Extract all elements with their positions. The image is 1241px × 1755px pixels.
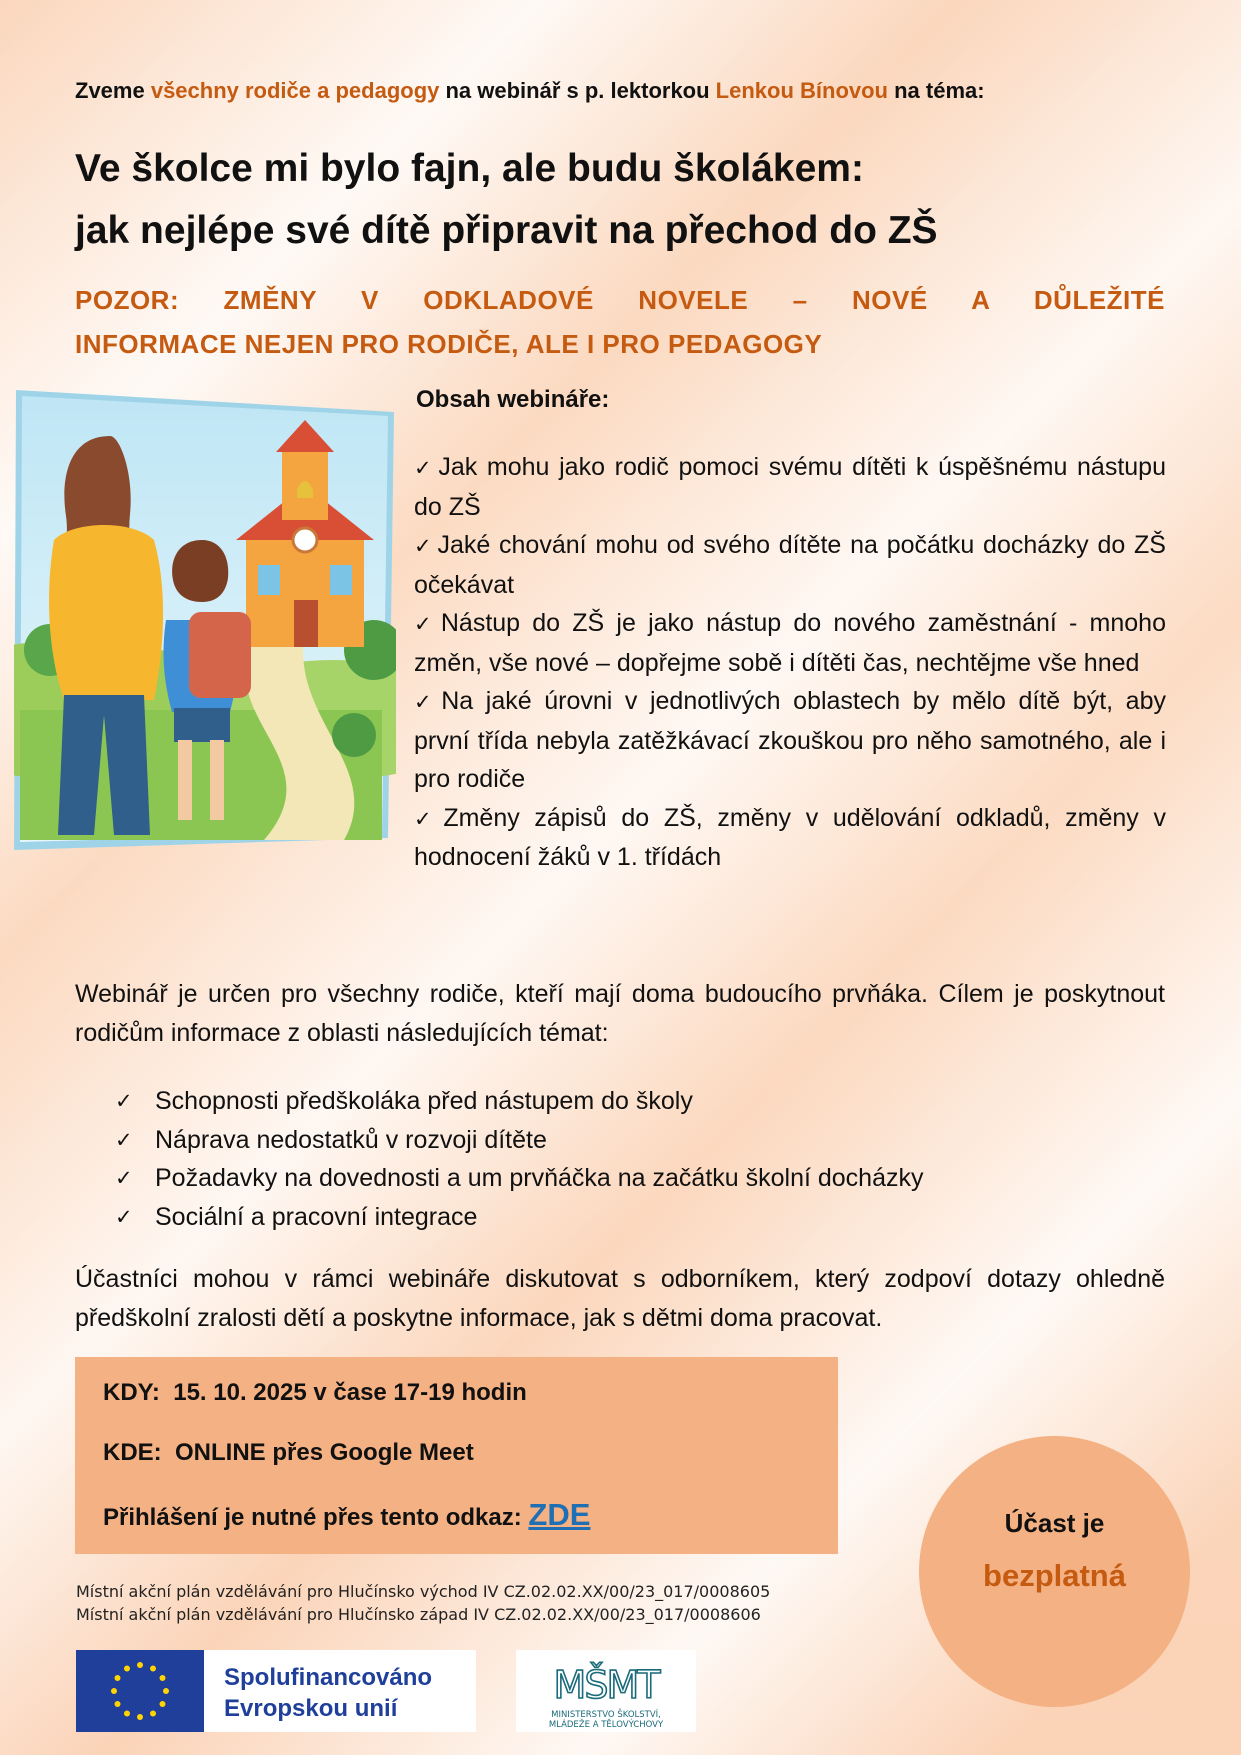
topic-item — [115, 1159, 1115, 1198]
msmt-logo — [516, 1650, 696, 1732]
list-item — [414, 604, 1166, 682]
list-item — [414, 448, 1166, 526]
list-item-text: Změny zápisů do ZŠ, změny v udělování odkladů, změny v hodnocení žáků v 1. třídách — [414, 803, 1166, 871]
content-heading: Obsah webináře: — [416, 386, 610, 413]
checkmark-icon: ✓ — [414, 456, 435, 480]
topic-text: Schopnosti předškoláka před nástupem do školy — [155, 1087, 693, 1115]
checkmark-icon: ✓ — [414, 534, 434, 558]
event-location — [103, 1439, 474, 1467]
free-badge-line-1: Účast je — [1004, 1508, 1105, 1538]
registration-link[interactable]: ZDE — [528, 1497, 591, 1532]
where-value: ONLINE přes Google Meet — [175, 1439, 474, 1466]
svg-text:MŠMT: MŠMT — [553, 1663, 659, 1707]
list-item-text: Jak mohu jako rodič pomoci svému dítěti k úspěšnému nástupu do ZŠ — [414, 453, 1166, 521]
eu-text-line-2: Evropskou unií — [224, 1695, 398, 1722]
when-value: 15. 10. 2025 v čase 17-19 hodin — [173, 1379, 527, 1406]
topic-text: Požadavky na dovednosti a um prvňáčka na začátku školní docházky — [155, 1164, 924, 1192]
eu-text-line-1: Spolufinancováno — [224, 1664, 433, 1691]
topic-item — [115, 1082, 1115, 1121]
invite-text: na webinář s p. lektorkou — [439, 78, 716, 103]
list-item — [414, 526, 1166, 604]
warning-line-1: POZOR: ZMĚNY V ODKLADOVÉ NOVELE – NOVÉ A DŮLEŽITÉ — [75, 285, 1165, 315]
warning-notice — [75, 278, 1165, 366]
where-label: KDE: — [103, 1439, 162, 1466]
msmt-caption — [516, 1710, 696, 1730]
list-item — [414, 682, 1166, 799]
msmt-caption-line-2: MLÁDEŽE A TĚLOVÝCHOVY — [548, 1720, 664, 1730]
list-item-text: Nástup do ZŠ je jako nástup do nového zaměstnání - mnoho změn, vše nové – dopřejme sobě i dítěti čas, nechtějme vše hned — [414, 609, 1166, 677]
checkmark-icon: ✓ — [115, 1089, 133, 1113]
title-line-1: Ve školce mi bylo fajn, ale budu školákem: — [75, 147, 864, 190]
intro-paragraph: Webinář je určen pro všechny rodiče, kteří mají doma budoucího prvňáka. Cílem je poskytnout rodičům informace z oblasti následujících témat: — [75, 980, 1165, 1047]
invite-audience: všechny rodiče a pedagogy — [150, 78, 440, 103]
registration-text: Přihlášení je nutné přes tento odkaz: — [103, 1504, 522, 1531]
list-item — [414, 799, 1166, 877]
checkmark-icon: ✓ — [115, 1127, 133, 1152]
invitation-line — [75, 78, 1165, 104]
checkmark-icon: ✓ — [414, 690, 438, 714]
free-badge-line-2: bezplatná — [983, 1558, 1126, 1593]
free-participation-badge — [919, 1436, 1190, 1707]
warning-line-2: INFORMACE NEJEN PRO RODIČE, ALE I PRO PEDAGOGY — [75, 329, 823, 359]
event-info-box — [75, 1357, 838, 1554]
topic-text: Náprava nedostatků v rozvoji dítěte — [155, 1125, 547, 1154]
list-item-text: Na jaké úrovni v jednotlivých oblastech by mělo dítě být, aby první třída nebyla zatěžkávací zkouškou pro něho samotného, ale i pro rodiče — [414, 687, 1166, 793]
invite-text: na téma: — [888, 78, 985, 103]
topic-text: Sociální a pracovní integrace — [155, 1202, 478, 1231]
discussion-paragraph: Účastníci mohou v rámci webináře diskutovat s odborníkem, který zodpoví dotazy ohledně předškolní zralosti dětí a poskytne informace, jak s dětmi doma pracovat. — [75, 1265, 1165, 1332]
content-list — [414, 448, 1166, 877]
msmt-caption-line-1: MINISTERSTVO ŠKOLSTVÍ, — [551, 1710, 661, 1720]
list-item-text: Jaké chování mohu od svého dítěte na počátku docházky do ZŠ očekávat — [414, 531, 1166, 599]
project-reference: Místní akční plán vzdělávání pro Hlučínsko západ IV CZ.02.02.XX/00/23_017/0008606 — [76, 1605, 761, 1624]
checkmark-icon: ✓ — [115, 1166, 133, 1190]
invite-lecturer: Lenkou Bínovou — [715, 78, 888, 103]
project-references — [76, 1580, 770, 1626]
topic-item — [115, 1198, 1115, 1237]
eu-cofunding-text — [224, 1662, 432, 1724]
eu-cofunding-logo — [76, 1650, 476, 1732]
webinar-title — [75, 138, 1175, 262]
checkmark-icon: ✓ — [414, 806, 440, 831]
title-line-2: jak nejlépe své dítě připravit na přechod do ZŠ — [75, 209, 938, 252]
topic-item — [115, 1121, 1115, 1160]
eu-flag-icon — [76, 1650, 204, 1732]
topics-list — [115, 1082, 1115, 1236]
registration-line — [103, 1497, 590, 1533]
event-date — [103, 1379, 527, 1407]
illustration-reflection — [14, 850, 396, 960]
invite-text: Zveme — [75, 78, 151, 103]
project-reference: Místní akční plán vzdělávání pro Hlučínsko východ IV CZ.02.02.XX/00/23_017/0008605 — [76, 1582, 771, 1601]
when-label: KDY: — [103, 1379, 160, 1406]
msmt-mark-icon — [516, 1650, 696, 1710]
parent-child-school-illustration — [14, 390, 396, 850]
checkmark-icon: ✓ — [414, 612, 437, 636]
checkmark-icon: ✓ — [115, 1204, 133, 1229]
